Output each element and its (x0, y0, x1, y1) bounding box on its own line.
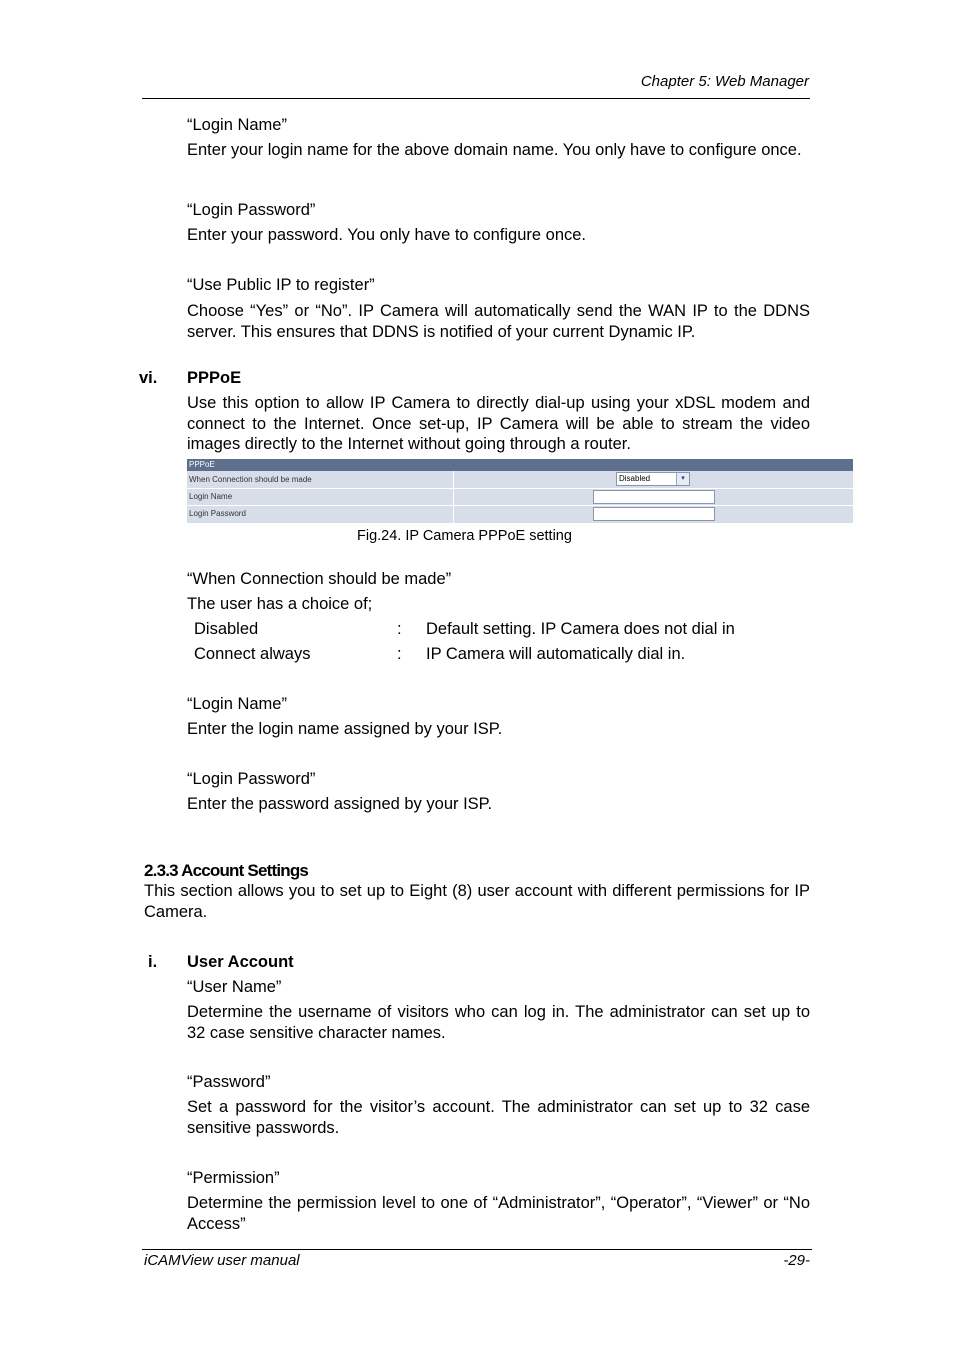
user-name-text: Determine the username of visitors who can log in. The administrator can set up to 32 case sensitive character names. (187, 1003, 810, 1042)
when-connection-select[interactable] (616, 472, 690, 486)
header-rule (142, 98, 810, 99)
login-name-heading: “Login Name” (187, 116, 287, 134)
when-connection-value: Disabled (619, 474, 651, 483)
section-title: 2.3.3 Account Settings (144, 861, 309, 880)
login-password-heading: “Login Password” (187, 201, 316, 219)
panel-column-divider (453, 471, 454, 523)
pppoe-panel-header (187, 459, 853, 471)
isp-login-name-text: Enter the login name assigned by your ISP. (187, 720, 503, 738)
login-password-text: Enter your password. You only have to configure once. (187, 226, 587, 244)
isp-login-name-heading: “Login Name” (187, 695, 287, 713)
permission-text: Determine the permission level to one of “Administrator”, “Operator”, “Viewer” or “No Access” (187, 1194, 810, 1233)
choice-description: IP Camera will automatically dial in. (426, 645, 686, 663)
pppoe-title: PPPoE (187, 369, 242, 387)
when-connection-label: When Connection should be made (189, 475, 312, 484)
login-name-text: Enter your login name for the above domain name. You only have to configure once. (187, 141, 802, 159)
pppoe-panel-title: PPPoE (189, 460, 215, 469)
panel-row-divider (187, 505, 853, 506)
choice-name: Disabled (194, 620, 259, 638)
public-ip-heading: “Use Public IP to register” (187, 276, 375, 294)
login-password-label: Login Password (189, 509, 246, 518)
user-account-title: User Account (187, 953, 294, 971)
choice-separator: : (397, 645, 402, 663)
login-password-input[interactable] (593, 507, 715, 521)
panel-row-divider (187, 488, 853, 489)
public-ip-text: Choose “Yes” or “No”. IP Camera will automatically send the WAN IP to the DDNS server. This ensures that DDNS is notified of your current Dynamic IP. (187, 302, 810, 341)
permission-heading: “Permission” (187, 1169, 280, 1187)
choice-intro: The user has a choice of; (187, 595, 373, 613)
when-connection-heading: “When Connection should be made” (187, 570, 452, 588)
figure-caption: Fig.24. IP Camera PPPoE setting (357, 528, 572, 544)
pppoe-description: Use this option to allow IP Camera to directly dial-up using your xDSL modem and connect to the Internet. Once set-up, IP Camera will be able to stream the video images directly to the Internet without going through a router. (187, 394, 810, 453)
choice-separator: : (397, 620, 402, 638)
choice-description: Default setting. IP Camera does not dial in (426, 620, 735, 638)
login-name-input[interactable] (593, 490, 715, 504)
login-name-label: Login Name (189, 492, 233, 501)
isp-login-password-text: Enter the password assigned by your ISP. (187, 795, 493, 813)
chevron-down-icon[interactable]: ▾ (676, 473, 689, 485)
user-account-numeral: i. (148, 953, 158, 971)
choice-name: Connect always (194, 645, 311, 663)
user-name-heading: “User Name” (187, 978, 282, 996)
page-number: -29- (783, 1252, 810, 1269)
chapter-header: Chapter 5: Web Manager (640, 73, 809, 90)
footer-title: iCAMView user manual (144, 1252, 300, 1269)
account-intro: This section allows you to set up to Eight (8) user account with different permissions for IP Camera. (144, 882, 810, 921)
pppoe-settings-panel (187, 459, 853, 523)
password-text: Set a password for the visitor’s account. The administrator can set up to 32 case sensitive passwords. (187, 1098, 810, 1137)
pppoe-numeral: vi. (139, 369, 158, 387)
footer-rule (142, 1249, 812, 1250)
isp-login-password-heading: “Login Password” (187, 770, 316, 788)
password-heading: “Password” (187, 1073, 271, 1091)
